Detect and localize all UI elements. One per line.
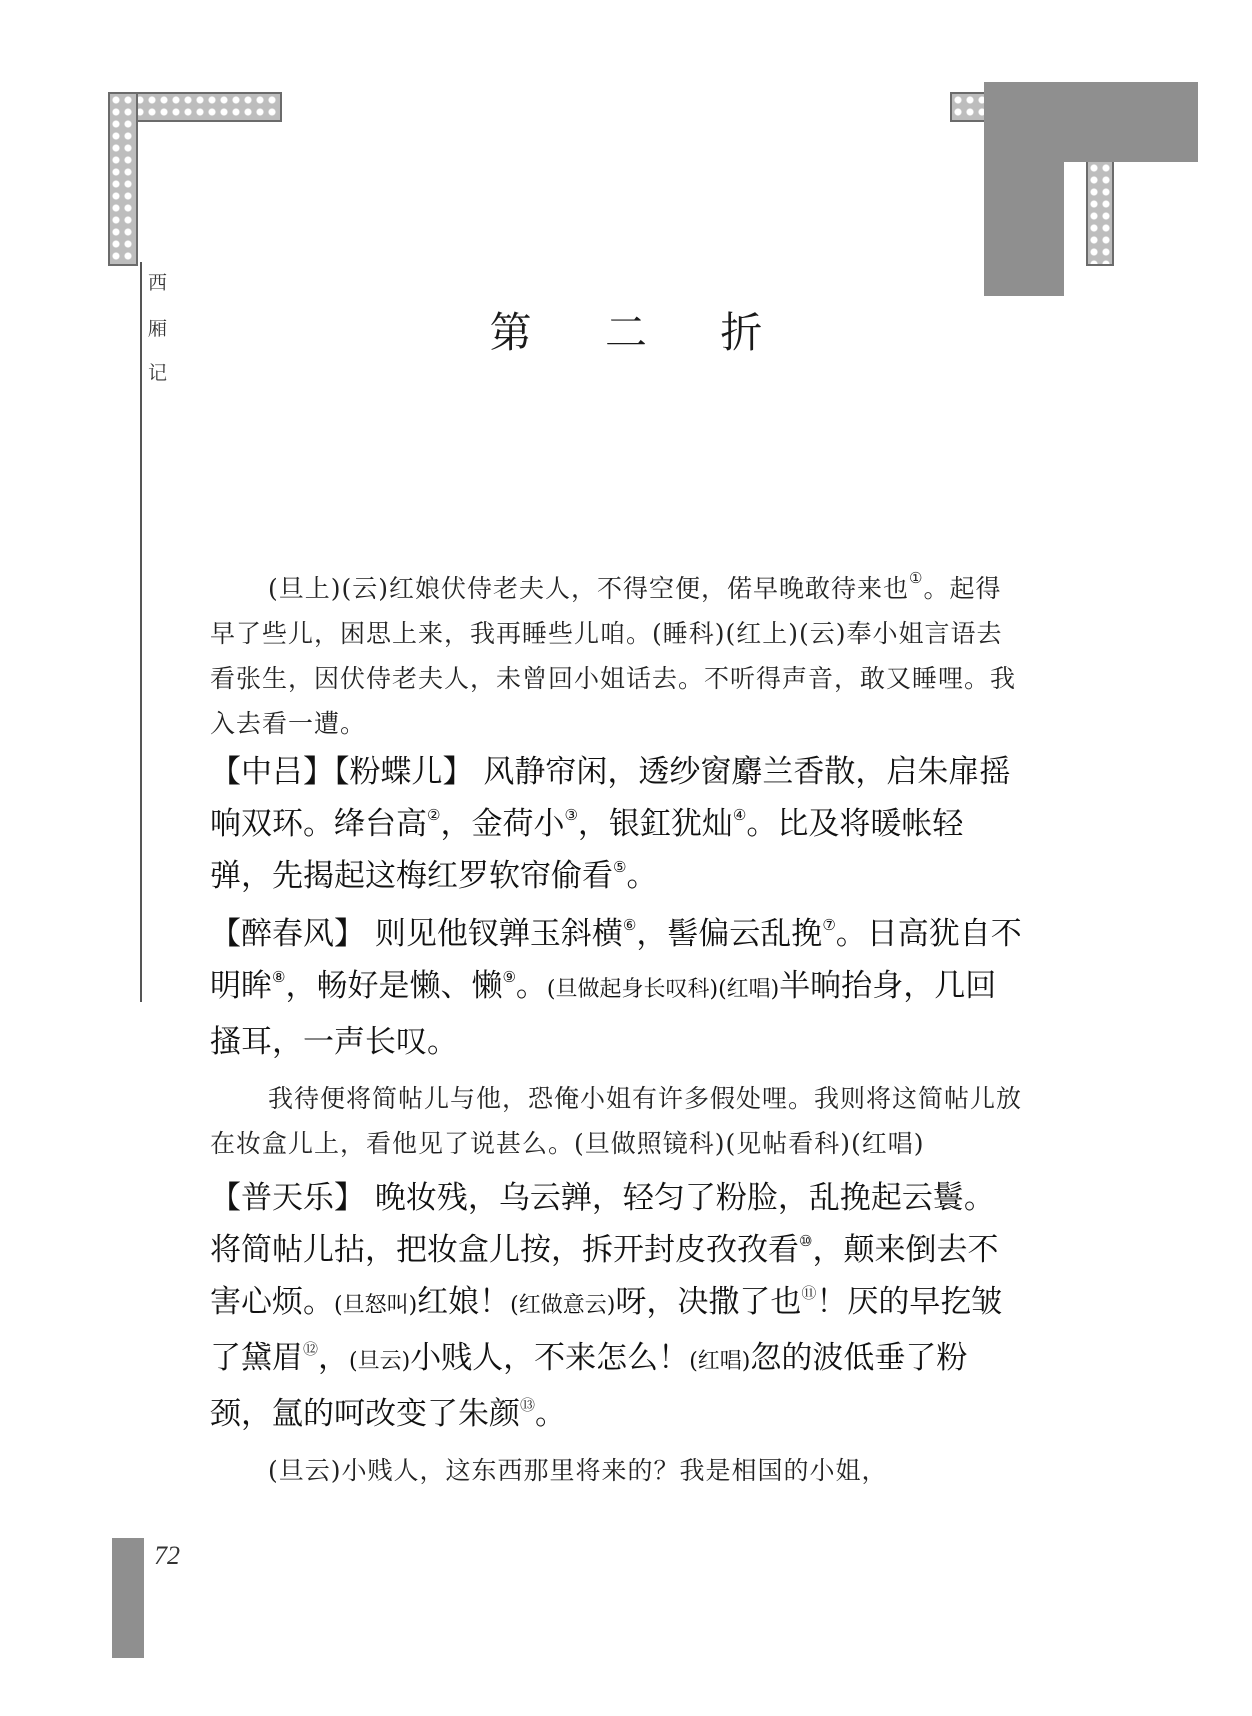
top-right-gray-tab-vertical <box>984 82 1064 296</box>
bottom-left-gray-tab <box>112 1538 144 1658</box>
song-paragraph: 【普天乐】 晚妆残，乌云亸，轻匀了粉脸，乱挽起云鬟。将简帖儿拈，把妆盒儿按，拆开封皮孜孜看⑩，颠来倒去不害心烦。(旦怒叫)红娘！(红做意云)呀，决撒了也⑪！厌的早扢皱了黛眉⑫，(旦云)小贱人，不来怎么！(红唱)忽的波低垂了粉颈，氲的呵改变了朱颜⑬。 <box>210 1180 1003 1432</box>
running-head-char: 记 <box>148 362 168 384</box>
chapter-title: 第 二 折 <box>489 308 793 357</box>
tune-name: 【普天乐】 <box>210 1180 365 1216</box>
page-number: 72 <box>154 1541 180 1570</box>
running-head-rule <box>140 262 142 1002</box>
running-head-char: 西 <box>148 272 168 294</box>
stage-direction-paragraph: (旦云)小贱人，这东西那里将来的？我是相国的小姐， <box>268 1456 888 1485</box>
body-text <box>210 566 1022 1493</box>
top-left-ornament-vertical <box>108 92 138 266</box>
tune-name: 【醉春风】 <box>210 916 365 952</box>
top-right-ornament-vertical <box>1086 160 1114 266</box>
song-paragraph: 【中吕】【粉蝶儿】 风静帘闲，透纱窗麝兰香散，启朱扉摇响双环。绛台高②，金荷小③，银釭犹灿④。比及将暖帐轻弹，先揭起这梅红罗软帘偷看⑤。 <box>210 754 1011 894</box>
song-paragraph: 【醉春风】 则见他钗亸玉斜横⑥，髻偏云乱挽⑦。日高犹自不明眸⑧，畅好是懒、懒⑨。(旦做起身长叹科)(红唱)半晌抬身，几回搔耳，一声长叹。 <box>210 916 1022 1060</box>
stage-direction-paragraph: 我待便将简帖儿与他，恐俺小姐有许多假处哩。我则将这简帖儿放在妆盒儿上，看他见了说甚么。(旦做照镜科)(见帖看科)(红唱) <box>210 1084 1023 1158</box>
tune-name: 【中吕】【粉蝶儿】 <box>210 754 474 790</box>
running-head-char: 厢 <box>148 318 168 340</box>
stage-direction-paragraph: (旦上)(云)红娘伏侍老夫人，不得空便，偌早晚敢待来也①。起得早了些儿，困思上来，我再睡些儿咱。(睡科)(红上)(云)奉小姐言语去看张生，因伏侍老夫人，未曾回小姐话去。不听得声音，敢又睡哩。我入去看一遭。 <box>210 569 1017 738</box>
